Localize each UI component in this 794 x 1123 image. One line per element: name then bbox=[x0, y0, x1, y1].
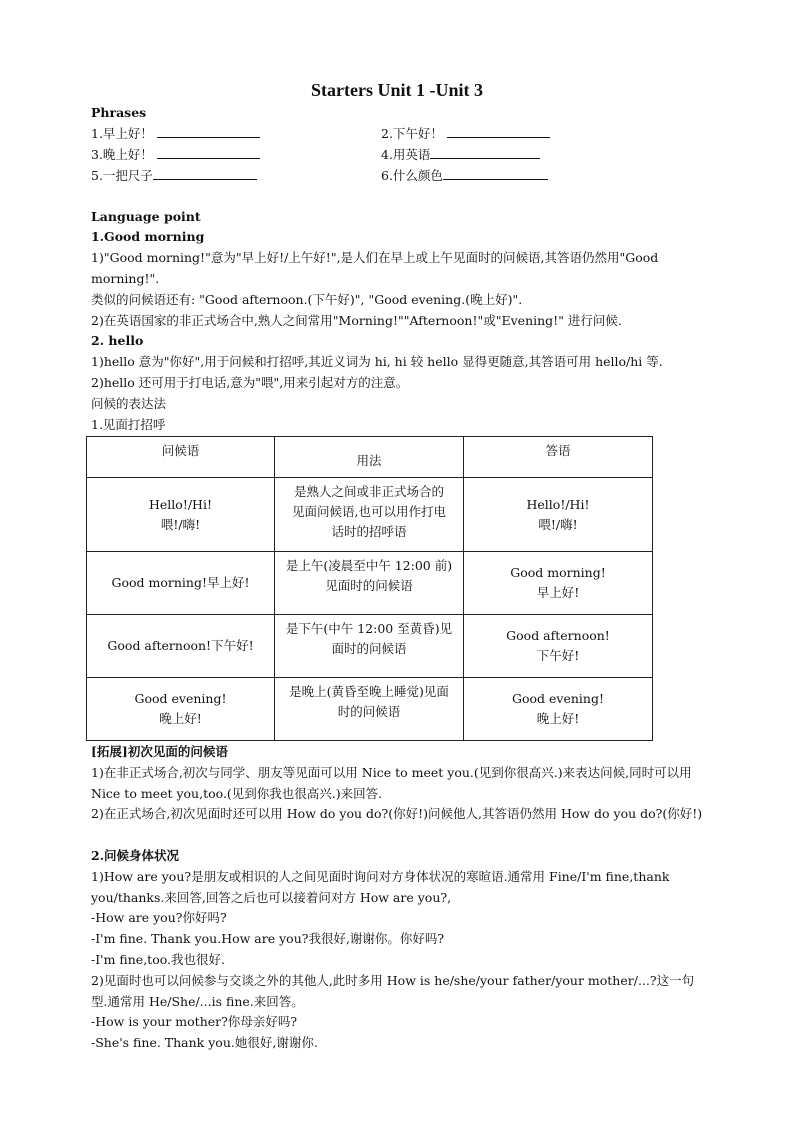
paragraph: 2)hello 还可用于打电话,意为"喂",用来引起对方的注意。 bbox=[91, 375, 409, 390]
phrase-item: 3.晚上好！ bbox=[91, 145, 260, 165]
table-cell: 是熟人之间或非正式场合的 见面问候语,也可以用作打电 话时的招呼语 bbox=[275, 478, 464, 552]
paragraph: 1)hello 意为"你好",用于问候和打招呼,其近义词为 hi, hi 较 hello 显得更随意,其答语可用 hello/hi 等. bbox=[91, 354, 663, 369]
table-cell: 是下午(中午 12:00 至黄昏)见 面时的问候语 bbox=[275, 615, 464, 678]
paragraph: 2)在英语国家的非正式场合中,熟人之间常用"Morning!""Afternoon!"或"Evening!" 进行问候. bbox=[91, 313, 622, 328]
subheading: 问候的表达法 bbox=[91, 396, 167, 411]
phrase-item: 1.早上好！ bbox=[91, 124, 260, 144]
dialogue-line: -She's fine. Thank you.她很好,谢谢你. bbox=[91, 1035, 318, 1050]
dialogue-line: -I'm fine,too.我也很好. bbox=[91, 952, 225, 967]
dialogue-line: -I'm fine. Thank you.How are you?我很好,谢谢你。你好吗? bbox=[91, 931, 445, 946]
paragraph: 1)How are you?是朋友或相识的人之间见面时询问对方身体状况的寒暄语.通常用 Fine/I'm fine,thank you/thanks.来回答,回答之后也可以接着问对方 How are you?, bbox=[91, 869, 670, 905]
dialogue-line: -How is your mother?你母亲好吗? bbox=[91, 1014, 298, 1029]
table-row bbox=[87, 552, 653, 615]
table-cell: Hello!/Hi! 喂!/嗨! bbox=[464, 478, 653, 552]
table-header-cell: 用法 bbox=[275, 437, 464, 478]
phrases-heading: Phrases bbox=[91, 105, 147, 120]
paragraph: 2)在正式场合,初次见面时还可以用 How do you do?(你好!)问候他人,其答语仍然用 How do you do?(你好!) bbox=[91, 806, 703, 821]
paragraph: 2)见面时也可以问候参与交谈之外的其他人,此时多用 How is he/she/your father/your mother/...?这一句型.通常用 He/She/...is fine.来回答。 bbox=[91, 973, 695, 1009]
page-title: Starters Unit 1 -Unit 3 bbox=[311, 80, 483, 100]
table-cell: 是晚上(黄昏至晚上睡觉)见面 时的问候语 bbox=[275, 678, 464, 741]
paragraph: 类似的问候语还有: "Good afternoon.(下午好)", "Good evening.(晚上好)". bbox=[91, 292, 523, 307]
greetings-table bbox=[86, 436, 653, 741]
table-cell: Good evening! 晚上好! bbox=[464, 678, 653, 741]
table-cell: Good afternoon! 下午好! bbox=[464, 615, 653, 678]
extension-heading: [拓展]初次见面的问候语 bbox=[91, 744, 228, 759]
section-heading: 1.Good morning bbox=[91, 229, 205, 244]
table-cell: Good morning! 早上好! bbox=[464, 552, 653, 615]
table-header-cell: 答语 bbox=[464, 437, 653, 478]
table-cell: Good afternoon!下午好! bbox=[87, 615, 275, 678]
phrase-item: 4.用英语 bbox=[381, 145, 540, 165]
table-cell: Hello!/Hi! 喂!/嗨! bbox=[87, 478, 275, 552]
table-row bbox=[87, 678, 653, 741]
dialogue-line: -How are you?你好吗? bbox=[91, 910, 227, 925]
section-heading: 2. hello bbox=[91, 333, 144, 348]
table-header-cell: 问候语 bbox=[87, 437, 275, 478]
phrase-item: 6.什么颜色 bbox=[381, 166, 548, 186]
language-point-heading: Language point bbox=[91, 209, 201, 224]
paragraph: 1)"Good morning!"意为"早上好!/上午好!",是人们在早上或上午见面时的问候语,其答语仍然用"Good morning!". bbox=[91, 250, 659, 286]
phrase-item: 5.一把尺子 bbox=[91, 166, 257, 186]
table-cell: Good evening! 晚上好! bbox=[87, 678, 275, 741]
table-cell: Good morning!早上好! bbox=[87, 552, 275, 615]
table-cell: 是上午(凌晨至中午 12:00 前) 见面时的问候语 bbox=[275, 552, 464, 615]
table-row bbox=[87, 478, 653, 552]
table-header-row bbox=[87, 437, 653, 478]
subheading: 1.见面打招呼 bbox=[91, 417, 166, 432]
section-heading: 2.问候身体状况 bbox=[91, 848, 180, 863]
phrase-item: 2.下午好！ bbox=[381, 124, 550, 144]
table-row bbox=[87, 615, 653, 678]
paragraph: 1)在非正式场合,初次与同学、朋友等见面可以用 Nice to meet you.(见到你很高兴.)来表达问候,同时可以用 Nice to meet you,too.(见到你我也很高兴.)来回答. bbox=[91, 765, 692, 801]
